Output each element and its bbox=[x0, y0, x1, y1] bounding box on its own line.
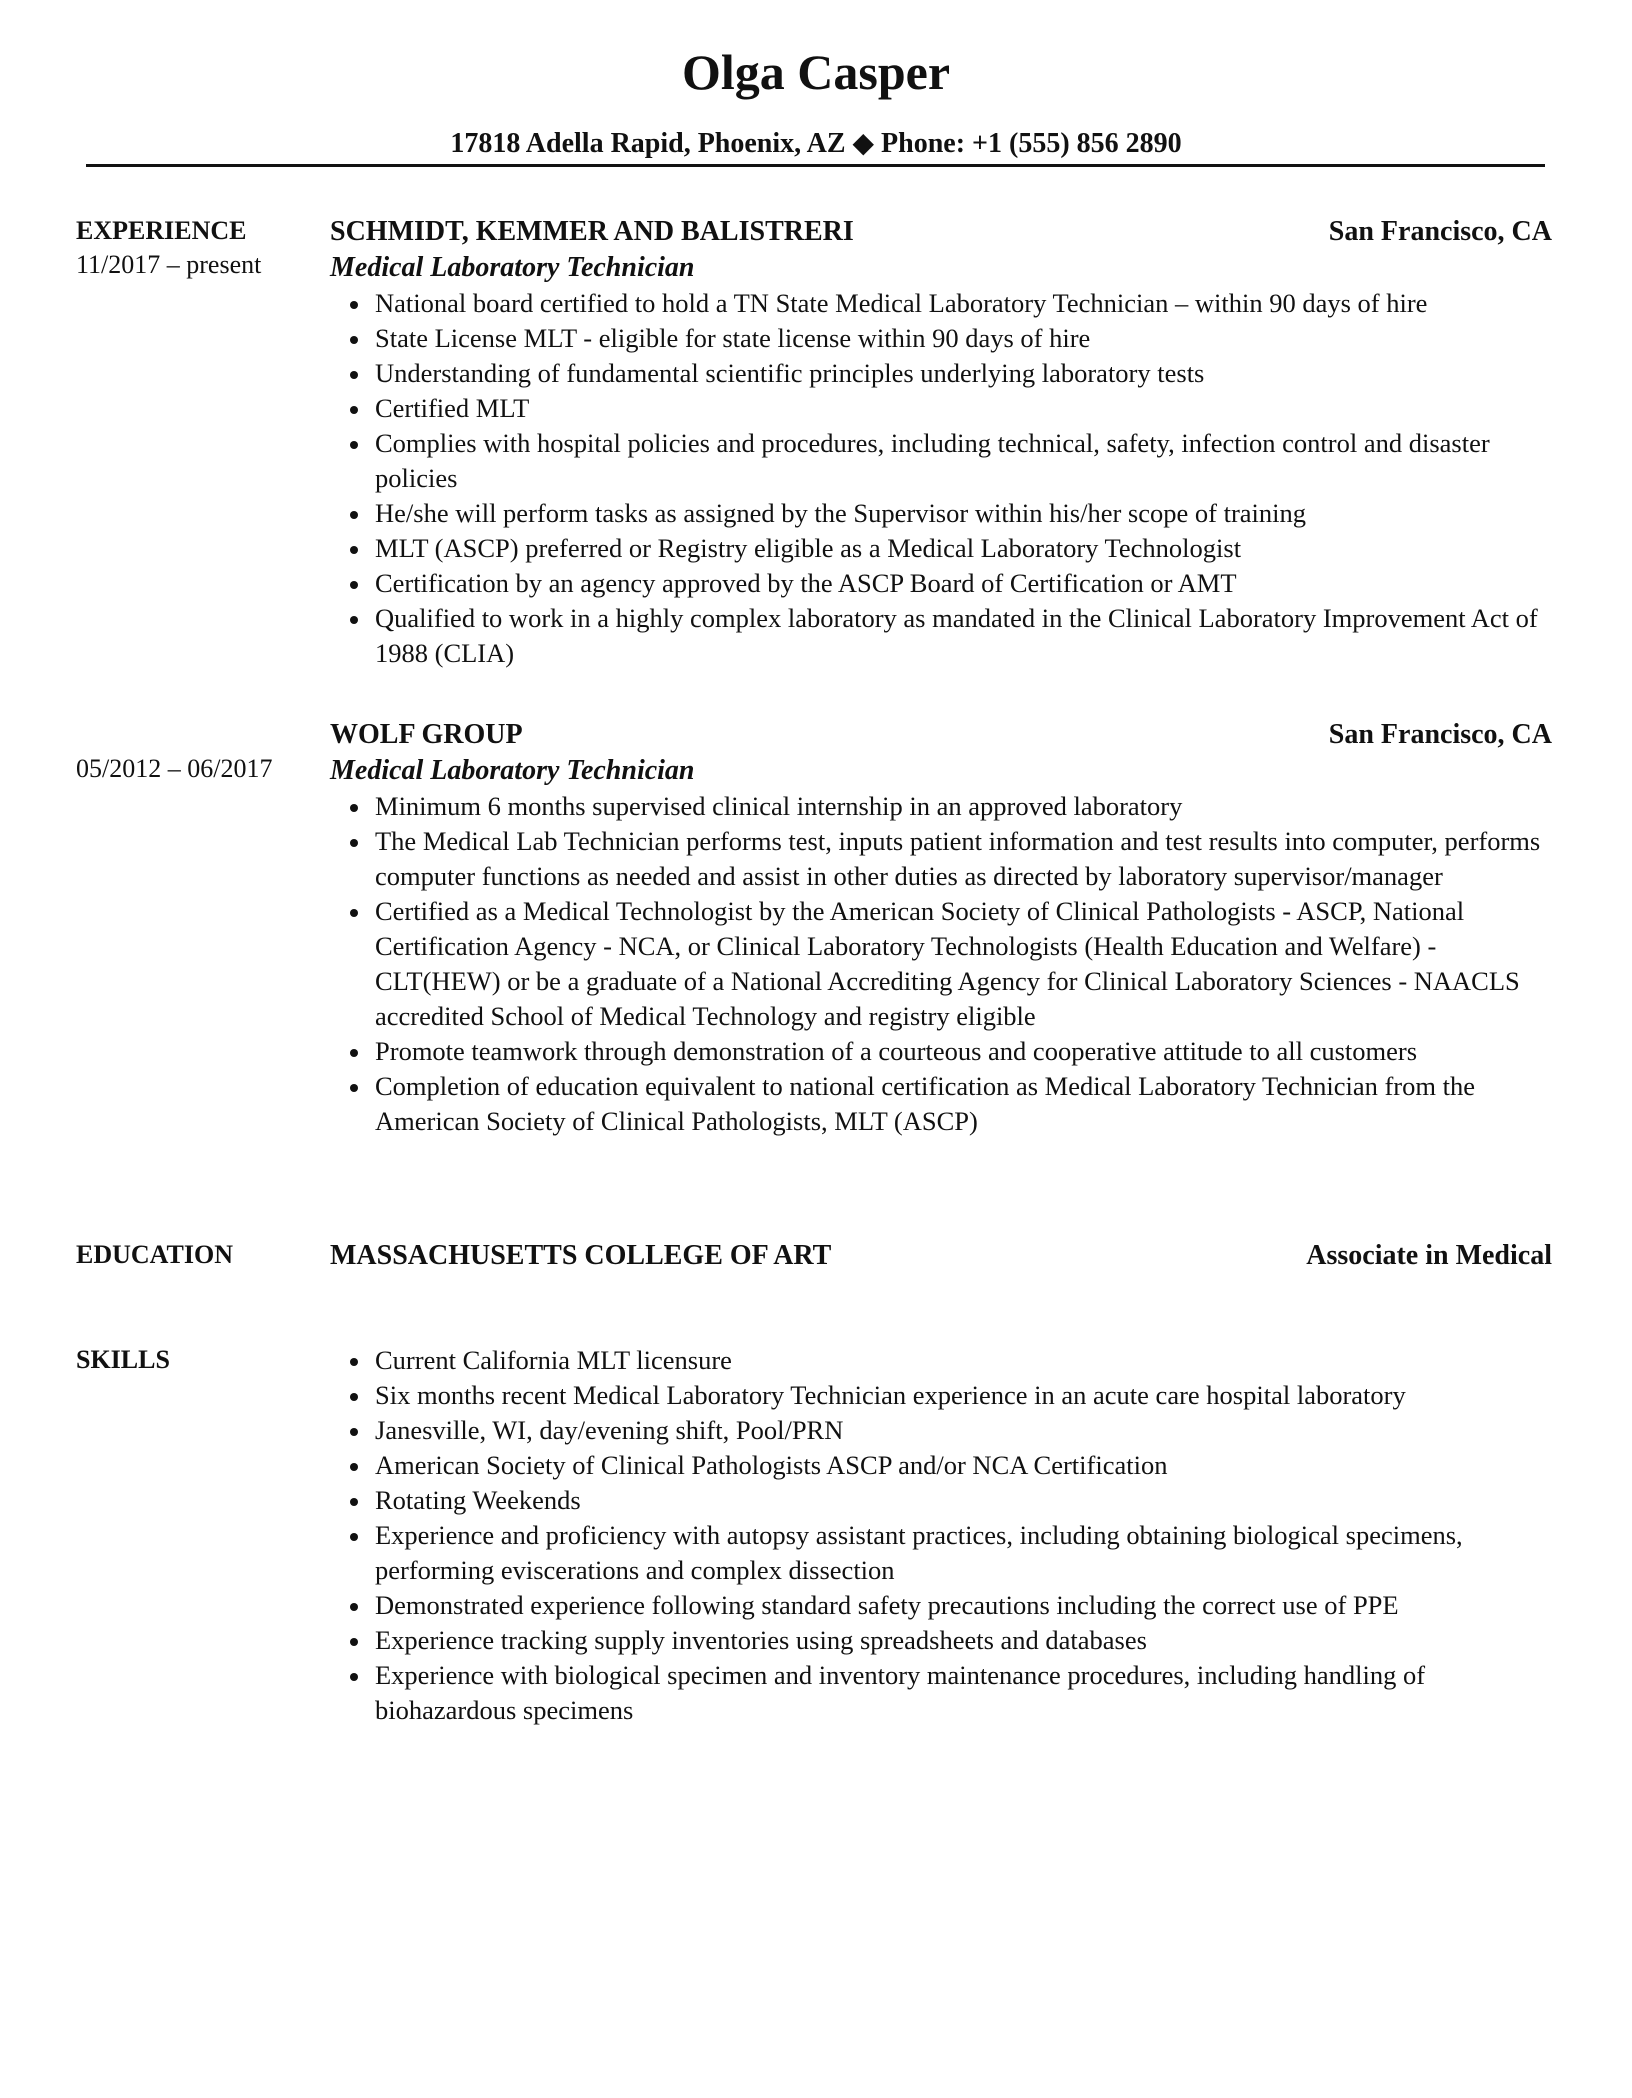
job-bullets bbox=[330, 789, 1552, 1139]
skills-list-wrap bbox=[330, 1343, 1552, 1728]
skill-item: Demonstrated experience following standard safety precautions including the correct use of PPE bbox=[330, 1588, 1552, 1623]
job-location: San Francisco, CA bbox=[1328, 216, 1552, 247]
job-entry bbox=[330, 717, 1552, 1139]
skill-item: Experience with biological specimen and inventory maintenance procedures, including handling of biohazardous specimens bbox=[330, 1658, 1552, 1728]
skill-item: Six months recent Medical Laboratory Technician experience in an acute care hospital laboratory bbox=[330, 1378, 1552, 1413]
skills-list bbox=[330, 1343, 1552, 1728]
bullet-item: State License MLT - eligible for state license within 90 days of hire bbox=[330, 321, 1552, 356]
bullet-item: Completion of education equivalent to national certification as Medical Laboratory Technician from the American Society of Clinical Pathologists, MLT (ASCP) bbox=[330, 1069, 1552, 1139]
bullet-item: Certification by an agency approved by the ASCP Board of Certification or AMT bbox=[330, 566, 1552, 601]
bullet-item: Certified as a Medical Technologist by the American Society of Clinical Pathologists - ASCP, National Certification Agency - NCA, or Clinical Laboratory Technologists (Health Education and Welfare) - CLT(HEW) or be a graduate of a National Accrediting Agency for Clinical Laboratory Sciences - NAACLS accredited School of Medical Technology and registry eligible bbox=[330, 894, 1552, 1034]
job-bullets bbox=[330, 286, 1552, 671]
bullet-item: MLT (ASCP) preferred or Registry eligible as a Medical Laboratory Technologist bbox=[330, 531, 1552, 566]
education-heading: EDUCATION bbox=[76, 1240, 233, 1269]
bullet-item: National board certified to hold a TN State Medical Laboratory Technician – within 90 days of hire bbox=[330, 286, 1552, 321]
bullet-item: The Medical Lab Technician performs test, inputs patient information and test results into computer, performs computer functions as needed and assist in other duties as directed by laboratory supervisor/manager bbox=[330, 824, 1552, 894]
bullet-item: Minimum 6 months supervised clinical internship in an approved laboratory bbox=[330, 789, 1552, 824]
skill-item: Experience tracking supply inventories using spreadsheets and databases bbox=[330, 1623, 1552, 1658]
header-divider bbox=[86, 164, 1545, 167]
job-dates: 05/2012 – 06/2017 bbox=[76, 754, 273, 783]
candidate-name: Olga Casper bbox=[681, 44, 951, 100]
skill-item: Rotating Weekends bbox=[330, 1483, 1552, 1518]
skill-item: American Society of Clinical Pathologists ASCP and/or NCA Certification bbox=[330, 1448, 1552, 1483]
job-entry bbox=[330, 214, 1552, 671]
bullet-item: Qualified to work in a highly complex laboratory as mandated in the Clinical Laboratory Improvement Act of 1988 (CLIA) bbox=[330, 601, 1552, 671]
education-entry bbox=[330, 1238, 1552, 1274]
degree-name: Associate in Medical bbox=[1306, 1240, 1552, 1271]
bullet-item: He/she will perform tasks as assigned by the Supervisor within his/her scope of training bbox=[330, 496, 1552, 531]
bullet-item: Promote teamwork through demonstration of a courteous and cooperative attitude to all customers bbox=[330, 1034, 1552, 1069]
bullet-item: Understanding of fundamental scientific principles underlying laboratory tests bbox=[330, 356, 1552, 391]
school-name: MASSACHUSETTS COLLEGE OF ART bbox=[330, 1240, 832, 1271]
skills-heading: SKILLS bbox=[76, 1345, 170, 1374]
contact-line: 17818 Adella Rapid, Phoenix, AZ ◆ Phone: +1 (555) 856 2890 bbox=[450, 128, 1182, 159]
bullet-item: Certified MLT bbox=[330, 391, 1552, 426]
bullet-item: Complies with hospital policies and procedures, including technical, safety, infection control and disaster policies bbox=[330, 426, 1552, 496]
company-name: WOLF GROUP bbox=[330, 719, 523, 750]
skill-item: Janesville, WI, day/evening shift, Pool/PRN bbox=[330, 1413, 1552, 1448]
skill-item: Experience and proficiency with autopsy assistant practices, including obtaining biological specimens, performing eviscerations and complex dissection bbox=[330, 1518, 1552, 1588]
experience-heading: EXPERIENCE bbox=[76, 216, 247, 245]
job-dates: 11/2017 – present bbox=[76, 250, 262, 279]
job-title: Medical Laboratory Technician bbox=[330, 252, 695, 283]
skill-item: Current California MLT licensure bbox=[330, 1343, 1552, 1378]
job-title: Medical Laboratory Technician bbox=[330, 755, 695, 786]
job-location: San Francisco, CA bbox=[1328, 719, 1552, 750]
company-name: SCHMIDT, KEMMER AND BALISTRERI bbox=[330, 216, 854, 247]
